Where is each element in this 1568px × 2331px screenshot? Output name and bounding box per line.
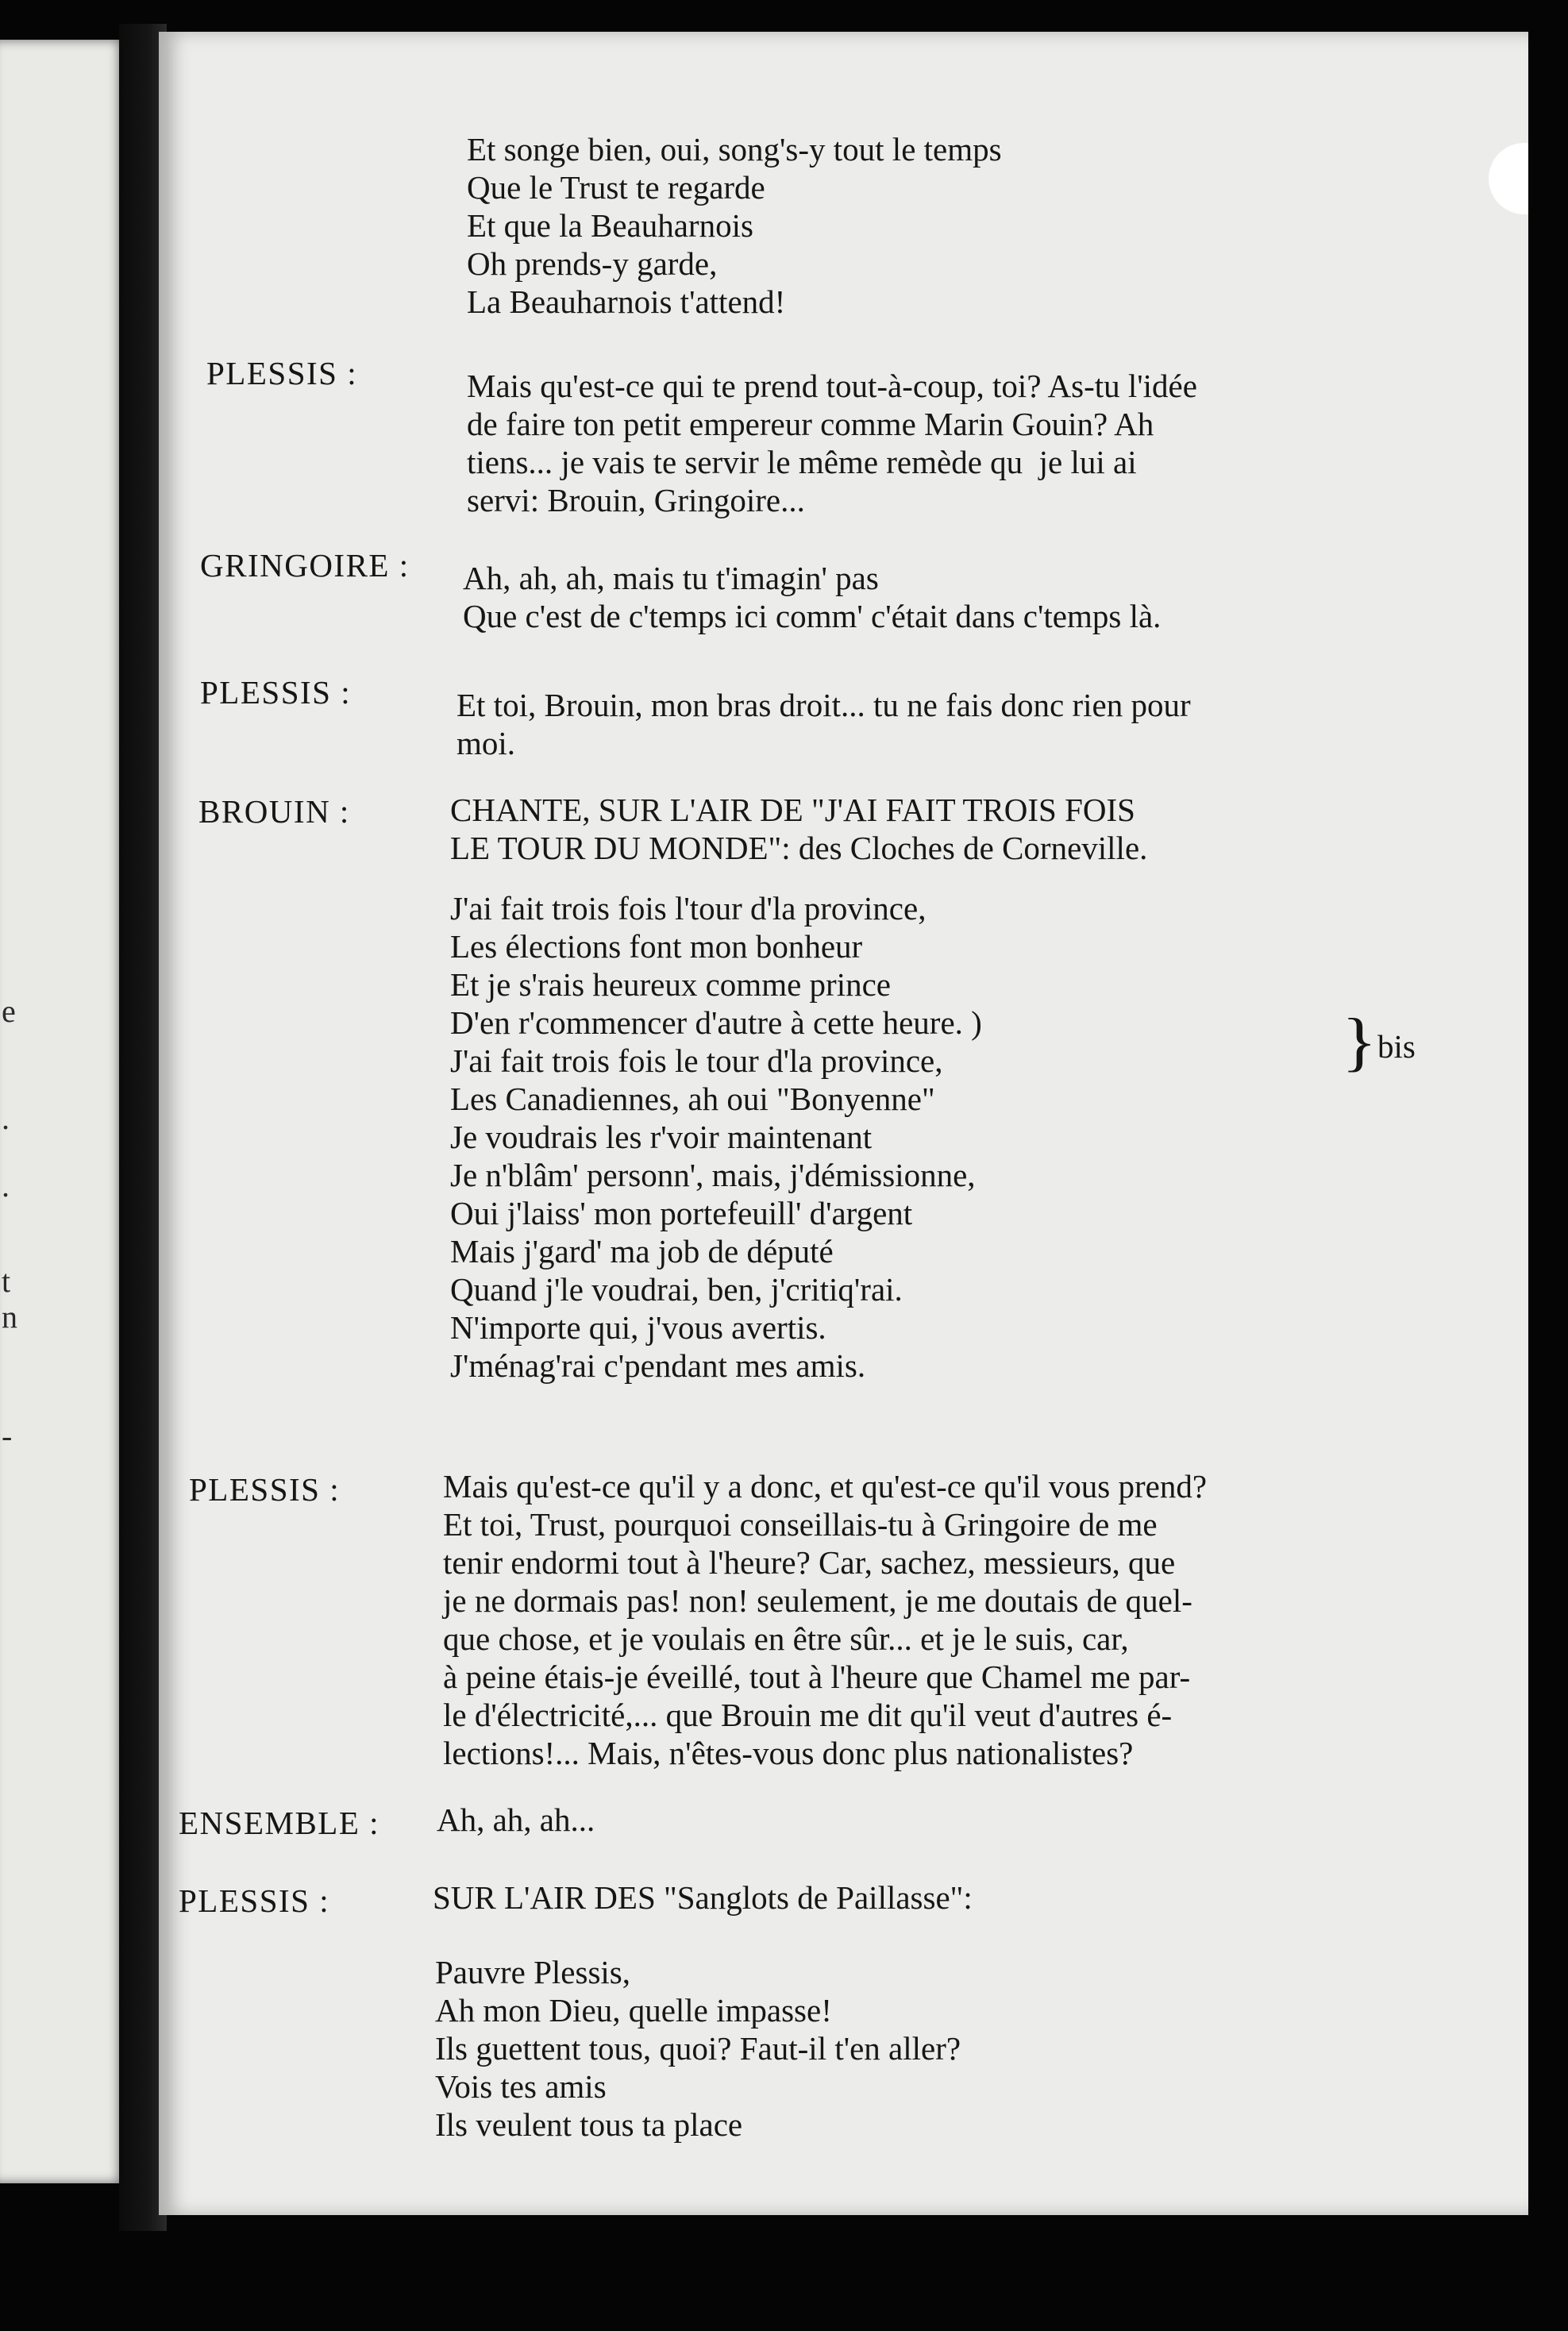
song-line: D'en r'commencer d'autre à cette heure. ) bbox=[450, 1004, 982, 1041]
left-fragment: n bbox=[2, 1299, 17, 1335]
verse-line: Que le Trust te regarde bbox=[467, 169, 765, 206]
song-line: Les élections font mon bonheur bbox=[450, 928, 863, 965]
song-heading: LE TOUR DU MONDE": des Cloches de Corneville. bbox=[450, 830, 1148, 866]
speaker-ensemble: ENSEMBLE : bbox=[179, 1805, 380, 1841]
speaker-gringoire: GRINGOIRE : bbox=[200, 547, 410, 584]
speaker-plessis: PLESSIS : bbox=[179, 1882, 330, 1919]
song-line: Ils veulent tous ta place bbox=[435, 2106, 743, 2143]
song-line: Vois tes amis bbox=[435, 2068, 607, 2105]
dialogue-line: Ah, ah, ah... bbox=[437, 1801, 595, 1838]
dialogue-line: Et toi, Brouin, mon bras droit... tu ne fais donc rien pour bbox=[457, 687, 1191, 723]
left-fragment: . bbox=[2, 1168, 10, 1204]
dialogue-line: Et toi, Trust, pourquoi conseillais-tu à Gringoire de me bbox=[443, 1506, 1158, 1543]
dialogue-line: Ah, ah, ah, mais tu t'imagin' pas bbox=[463, 560, 879, 596]
song-line: J'ai fait trois fois l'tour d'la province, bbox=[450, 890, 927, 927]
song-line: N'importe qui, j'vous avertis. bbox=[450, 1309, 826, 1346]
dialogue-line: Mais qu'est-ce qu'il y a donc, et qu'est-ce qu'il vous prend? bbox=[443, 1468, 1208, 1505]
song-heading: SUR L'AIR DES "Sanglots de Paillasse": bbox=[433, 1879, 973, 1916]
verse-line: La Beauharnois t'attend! bbox=[467, 283, 786, 320]
adjacent-page-edge bbox=[0, 40, 127, 2183]
repeat-brace: } bbox=[1342, 1004, 1377, 1078]
left-fragment: t bbox=[2, 1263, 11, 1299]
song-line: Et je s'rais heureux comme prince bbox=[450, 966, 891, 1003]
dialogue-line: tiens... je vais te servir le même remède qu je lui ai bbox=[467, 444, 1137, 480]
song-line: Je n'blâm' personn', mais, j'démissionne, bbox=[450, 1157, 976, 1193]
left-fragment: - bbox=[2, 1418, 13, 1454]
song-line: J'ménag'rai c'pendant mes amis. bbox=[450, 1347, 866, 1384]
dialogue-line: que chose, et je voulais en être sûr... et je le suis, car, bbox=[443, 1620, 1129, 1657]
dialogue-line: tenir endormi tout à l'heure? Car, sachez, messieurs, que bbox=[443, 1544, 1176, 1581]
dialogue-line: Que c'est de c'temps ici comm' c'était dans c'temps là. bbox=[463, 598, 1162, 634]
song-line: Ah mon Dieu, quelle impasse! bbox=[435, 1992, 832, 2029]
bis-label: bis bbox=[1377, 1028, 1416, 1065]
dialogue-line: de faire ton petit empereur comme Marin Gouin? Ah bbox=[467, 406, 1154, 442]
song-line: Oui j'laiss' mon portefeuill' d'argent bbox=[450, 1195, 913, 1231]
song-line: Je voudrais les r'voir maintenant bbox=[450, 1119, 873, 1155]
page-edge-notch bbox=[1489, 143, 1528, 214]
song-line: Mais j'gard' ma job de député bbox=[450, 1233, 834, 1270]
dialogue-line: à peine étais-je éveillé, tout à l'heure que Chamel me par- bbox=[443, 1659, 1191, 1695]
song-line: Les Canadiennes, ah oui "Bonyenne" bbox=[450, 1081, 935, 1117]
script-page bbox=[159, 32, 1528, 2215]
left-fragment: . bbox=[2, 1100, 10, 1136]
dialogue-line: lections!... Mais, n'êtes-vous donc plus nationalistes? bbox=[443, 1735, 1134, 1771]
song-line: Quand j'le voudrai, ben, j'critiq'rai. bbox=[450, 1271, 903, 1308]
dialogue-line: Mais qu'est-ce qui te prend tout-à-coup, toi? As-tu l'idée bbox=[467, 368, 1197, 404]
dialogue-line: moi. bbox=[457, 725, 516, 761]
song-line: Ils guettent tous, quoi? Faut-il t'en aller? bbox=[435, 2030, 961, 2067]
speaker-plessis: PLESSIS : bbox=[200, 674, 352, 711]
verse-line: Et que la Beauharnois bbox=[467, 207, 753, 244]
speaker-plessis: PLESSIS : bbox=[206, 355, 358, 391]
speaker-brouin: BROUIN : bbox=[198, 793, 350, 830]
verse-line: Oh prends-y garde, bbox=[467, 245, 718, 282]
dialogue-line: je ne dormais pas! non! seulement, je me doutais de quel- bbox=[443, 1582, 1192, 1619]
song-line: J'ai fait trois fois le tour d'la province, bbox=[450, 1042, 943, 1079]
dialogue-line: le d'électricité,... que Brouin me dit qu'il veut d'autres é- bbox=[443, 1697, 1173, 1733]
left-fragment: e bbox=[2, 993, 16, 1029]
dialogue-line: servi: Brouin, Gringoire... bbox=[467, 482, 805, 518]
song-heading: CHANTE, SUR L'AIR DE "J'AI FAIT TROIS FOIS bbox=[450, 792, 1135, 828]
verse-line: Et songe bien, oui, song's-y tout le temps bbox=[467, 131, 1002, 168]
song-line: Pauvre Plessis, bbox=[435, 1954, 630, 1990]
speaker-plessis: PLESSIS : bbox=[189, 1471, 341, 1508]
